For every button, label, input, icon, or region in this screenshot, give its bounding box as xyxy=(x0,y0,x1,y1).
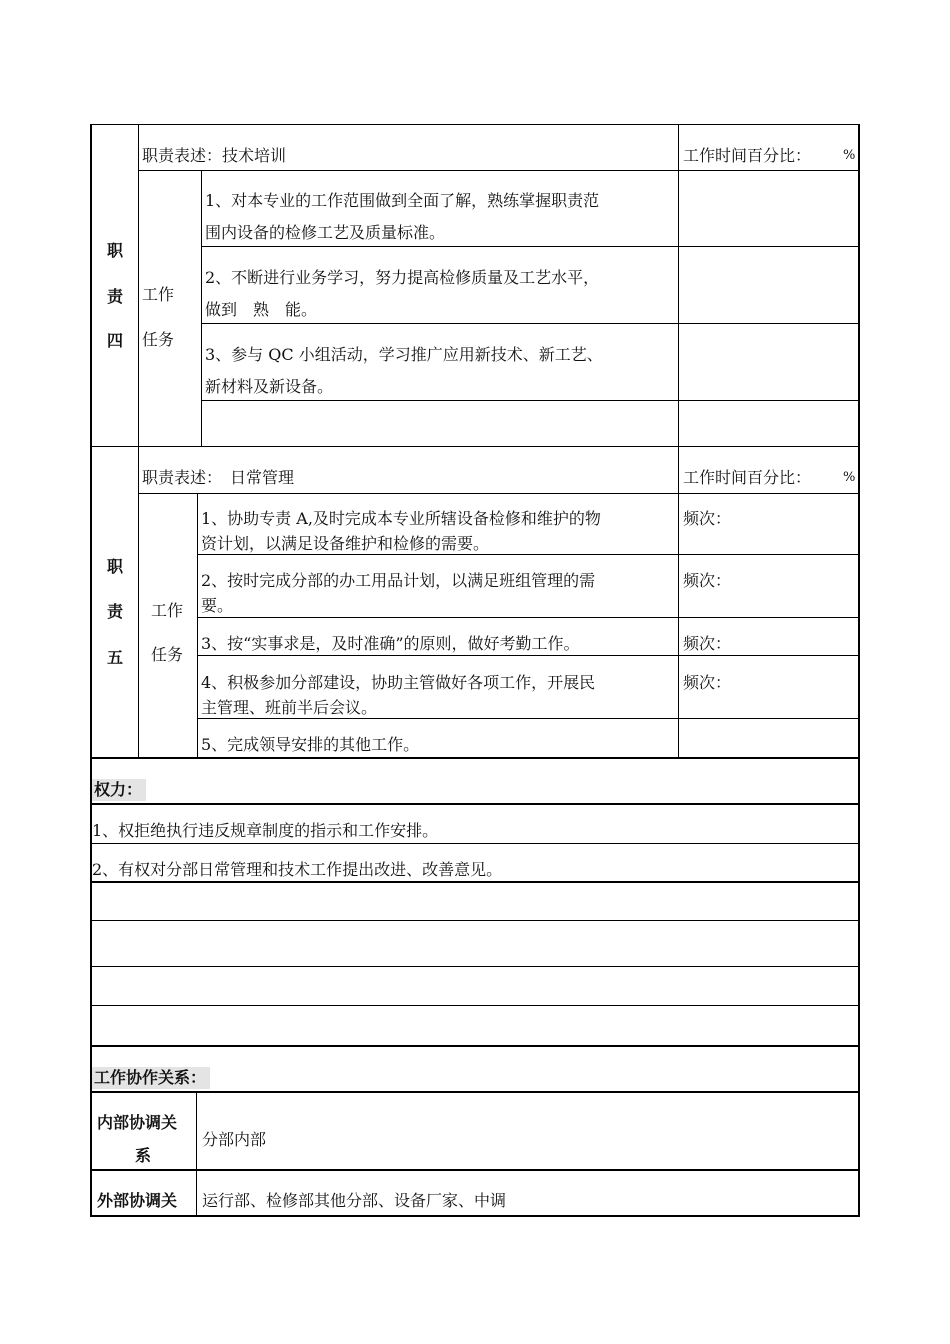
duty-4-time-label: 工作时间百分比： xyxy=(683,146,812,165)
duty-5-task-1: 资计划，以满足设备维护和检修的需要。 xyxy=(201,534,490,553)
internal-coordination-label: 内部协调关 xyxy=(97,1113,178,1132)
duty-5-task-2: 要。 xyxy=(201,596,234,615)
duty-5-frequency: 频次： xyxy=(683,571,732,590)
duty-4-percent: % xyxy=(843,148,856,163)
internal-coordination-value: 分部内部 xyxy=(202,1130,267,1149)
duty-4-task-1: 1、对本专业的工作范围做到全面了解，熟练掌握职责范 xyxy=(205,191,600,210)
authority-header: 权力： xyxy=(92,779,146,801)
duty-5-percent: % xyxy=(843,470,856,485)
duty-4-description: 职责表述：技术培训 xyxy=(142,146,287,165)
duty-5-task-4: 主管理、班前半后会议。 xyxy=(201,698,378,717)
duty-4-task-1: 围内设备的检修工艺及质量标准。 xyxy=(205,223,446,242)
external-coordination-label: 外部协调关 xyxy=(97,1191,178,1210)
duty-4-task-label: 任务 xyxy=(142,330,175,349)
duty-4-label-char: 职 xyxy=(106,241,123,260)
duty-5-frequency: 频次： xyxy=(683,673,732,692)
authority-item-1: 1、权拒绝执行违反规章制度的指示和工作安排。 xyxy=(92,821,439,840)
duty-5-task-2: 2、按时完成分部的办工用品计划，以满足班组管理的需 xyxy=(201,571,596,590)
duty-5-label-char: 职 xyxy=(106,557,123,576)
duty-5-task-4: 4、积极参加分部建设，协助主管做好各项工作，开展民 xyxy=(201,673,596,692)
duty-4-task-2: 做到 熟 能。 xyxy=(205,300,318,319)
duty-4-task-3: 3、参与 QC 小组活动，学习推广应用新技术、新工艺、 xyxy=(205,345,603,364)
duty-5-frequency: 频次： xyxy=(683,509,732,528)
duty-4-task-3: 新材料及新设备。 xyxy=(205,377,334,396)
internal-coordination-label: 系 xyxy=(135,1146,152,1165)
authority-item-2: 2、有权对分部日常管理和技术工作提出改进、改善意见。 xyxy=(92,860,503,879)
duty-5-label-char: 五 xyxy=(106,648,123,667)
duty-5-description: 职责表述： 日常管理 xyxy=(142,468,295,487)
duty-5-frequency: 频次： xyxy=(683,634,732,653)
external-coordination-value: 运行部、检修部其他分部、设备厂家、中调 xyxy=(202,1191,507,1210)
duty-4-label-char: 责 xyxy=(106,287,123,306)
duty-5-task-label: 任务 xyxy=(151,645,184,664)
duty-5-task-label: 工作 xyxy=(151,601,184,620)
cooperation-header: 工作协作关系： xyxy=(92,1067,210,1089)
duty-5-time-label: 工作时间百分比： xyxy=(683,468,812,487)
duty-5-task-1: 1、协助专责 A,及时完成本专业所辖设备检修和维护的物 xyxy=(201,509,601,528)
duty-4-task-2: 2、不断进行业务学习，努力提高检修质量及工艺水平， xyxy=(205,268,600,287)
duty-5-task-5: 5、完成领导安排的其他工作。 xyxy=(201,735,420,754)
duty-4-task-label: 工作 xyxy=(142,285,175,304)
duty-5-label-char: 责 xyxy=(106,602,123,621)
duty-5-task-3: 3、按“实事求是，及时准确”的原则，做好考勤工作。 xyxy=(201,634,580,653)
duty-4-label-char: 四 xyxy=(106,331,123,350)
